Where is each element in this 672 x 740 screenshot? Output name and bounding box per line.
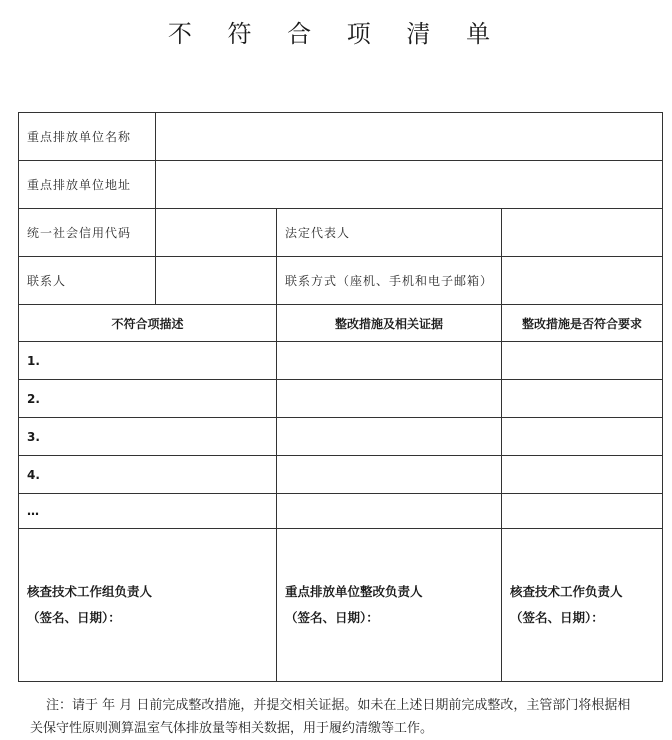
item-measures[interactable]	[277, 342, 502, 380]
signature-title: 核查技术工作组负责人	[27, 584, 153, 599]
table-row	[19, 456, 663, 494]
nonconformity-table	[18, 112, 663, 682]
signature-title: 重点排放单位整改负责人	[285, 584, 423, 599]
signature-cell-verification-lead[interactable]	[502, 529, 663, 682]
item-number[interactable]: …	[19, 494, 277, 529]
header-measures: 整改措施及相关证据	[277, 305, 502, 342]
contact-method-label: 联系方式（座机、手机和电子邮箱）	[277, 257, 502, 305]
credit-code-field[interactable]	[156, 209, 277, 257]
item-measures[interactable]	[277, 380, 502, 418]
signature-subtitle: （签名、日期）：	[285, 610, 379, 625]
item-number[interactable]: 4.	[19, 456, 277, 494]
unit-name-field[interactable]	[156, 113, 663, 161]
unit-address-label: 重点排放单位地址	[19, 161, 156, 209]
table-row	[19, 494, 663, 529]
signature-row	[19, 529, 663, 682]
signature-subtitle: （签名、日期）：	[510, 610, 604, 625]
table-row	[19, 342, 663, 380]
signature-cell-verification-team[interactable]	[19, 529, 277, 682]
row-unit-address	[19, 161, 663, 209]
contact-label: 联系人	[19, 257, 156, 305]
item-number[interactable]: 1.	[19, 342, 277, 380]
row-unit-name	[19, 113, 663, 161]
item-compliance[interactable]	[502, 380, 663, 418]
page-title: 不 符 合 项 清 单	[167, 20, 505, 48]
item-measures[interactable]	[277, 494, 502, 529]
footnote: 注：请于 年 月 日前完成整改措施，并提交相关证据。如未在上述日期前完成整改，主管部门将根据相关保守性原则测算温室气体排放量等相关数据，用于履约清缴等工作。	[30, 698, 631, 736]
item-number[interactable]: 2.	[19, 380, 277, 418]
item-compliance[interactable]	[502, 418, 663, 456]
header-description: 不符合项描述	[19, 305, 277, 342]
signature-cell-unit-rectification[interactable]	[277, 529, 502, 682]
item-compliance[interactable]	[502, 456, 663, 494]
contact-method-field[interactable]	[502, 257, 663, 305]
credit-code-label: 统一社会信用代码	[19, 209, 156, 257]
row-contact	[19, 257, 663, 305]
table-row	[19, 418, 663, 456]
unit-name-label: 重点排放单位名称	[19, 113, 156, 161]
contact-field[interactable]	[156, 257, 277, 305]
item-compliance[interactable]	[502, 494, 663, 529]
table-row	[19, 380, 663, 418]
table-header-row	[19, 305, 663, 342]
item-measures[interactable]	[277, 418, 502, 456]
signature-subtitle: （签名、日期）：	[27, 610, 121, 625]
item-compliance[interactable]	[502, 342, 663, 380]
header-compliance: 整改措施是否符合要求	[502, 305, 663, 342]
item-number[interactable]: 3.	[19, 418, 277, 456]
legal-rep-field[interactable]	[502, 209, 663, 257]
signature-title: 核查技术工作负责人	[510, 584, 623, 599]
row-credit-code	[19, 209, 663, 257]
item-measures[interactable]	[277, 456, 502, 494]
legal-rep-label: 法定代表人	[277, 209, 502, 257]
unit-address-field[interactable]	[156, 161, 663, 209]
